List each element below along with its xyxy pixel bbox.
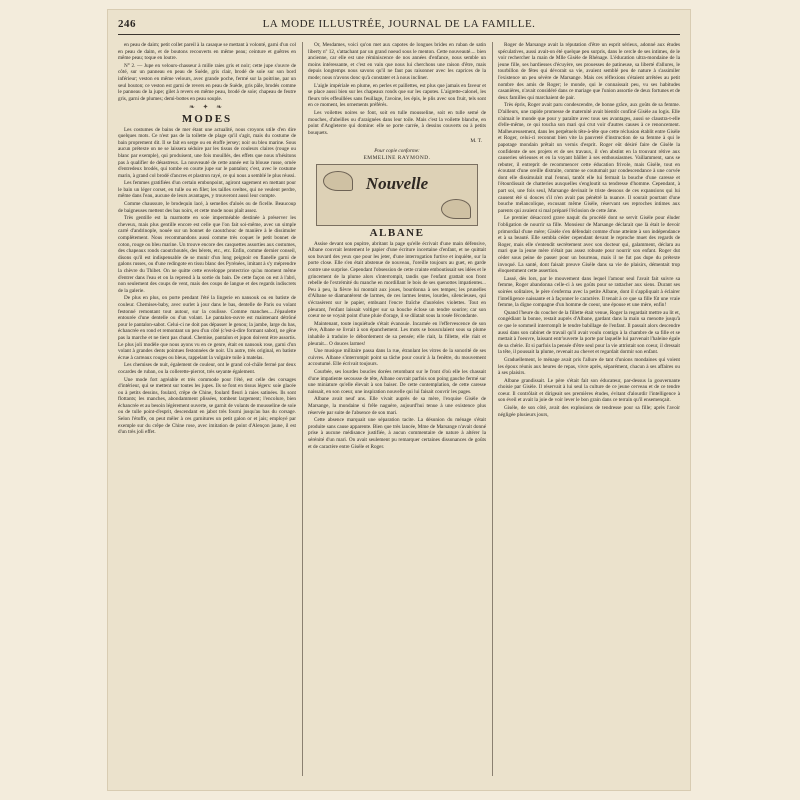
vignette-title: Nouvelle	[365, 174, 429, 194]
paragraph: N° 2. — Jupe en velours-chasseur à mille raies gris et noir; cette jupe s'ouvre de côté, sur un panneau en peau de Suède, gris clair, brodé de soie sur son bord inférieur; veston en même velours, avec grande poche, fermé sur la poitrine, par un seul bouton; ce veston est garni de revers en peau de Suède, gris pâle, brodés comme le panneau de la jupe; gilet à revers en même peau, brodé de soie; chapeau de feutre gris, garni de plumes; demi-bottes en peau souple.	[118, 62, 296, 102]
column-1	[118, 42, 296, 776]
paragraph: Albane avait neuf ans. Elle vivait auprès de sa mère, l'exquise Gisèle de Marsange, la mondaine si frêle naguère, aujourd'hui tenue à une existence plus réservée par suite de l'absence de son mari.	[308, 396, 486, 416]
column-rule	[492, 42, 493, 776]
column-2	[308, 42, 486, 776]
paragraph: Graduellement, le ménage avait pris l'allure de tant d'unions mondaines qui voient les époux réunis aux heures de repas, vivre après, séparément, chacun à ses affaires ou à ses plaisirs.	[498, 356, 680, 377]
paragraph: Comme chaussure, le brodequin lacé, à semelles d'aloès ou de ficelle. Beaucoup de baigneuses mettent des bas noirs, et cette mode nous plaît assez.	[118, 201, 296, 214]
paragraph: Gisèle, de son côté, avait des explosions de tendresse pour sa fille; après l'avoir négligée plusieurs jours,	[498, 405, 680, 418]
paragraph: Les costumes de bains de mer étant une actualité, nous croyons utile d'en dire quelques mots. Ce n'est pas de la toilette de plage qu'il s'agit, mais du costume de bain proprement dit. Il se fait en serge ou en étoffe jersey; noir ou bleu marine. Sous aucun prétexte on ne se laissera séduire par les tissus de couleurs claires (rouge ou blanc par exemple), qui produisent, une fois mouillés, des effets que nous n'hésitons pas à qualifier de désastreux. La nouveauté de cette année est la blouse russe, ornée d'entredeux brodés, qui tombe en courte jupe sur le pantalon; c'est, avec le costume marin, à grand col brodé d'ancres et plastron rayé, ce qui nous a semblé le plus réussi.	[118, 126, 296, 179]
paragraph: Roger de Marsange avait la réputation d'être un esprit sérieux, adonné aux études spéculatives, aussi avait-on été quelque peu surpris, dans le cercle de ses intimes, de le voir rechercher la main de Mlle Gisèle de Rhénage. L'éducation ultra-mondaine de la jeune fille, ses hardiesses d'écuyère, ses prouesses de patineuse, sa liberté d'allures, le tourbillon de fêtes qui dévorait sa vie, avaient semblé peu de nature à s'assimiler l'existence un peu sévère de Marsange. Mais ces réflexions s'étaient arrêtées au petit nombre des amis de Roger; le monde, qui le connaissait peu, vu ses habitudes casanières, n'avait considéré dans ce mariage que l'union assortie de deux fortunes et de deux familles qui marchaient de pair.	[498, 42, 680, 101]
paragraph: Lassé, dès lors, par le mouvement dans lequel l'amour seul l'avait fait suivre sa femme, Roger abandonna celle-ci à ses goûts pour se rattacher aux siens. Durant ses soirées solitaires, le père s'enferma avec la petite Albane, dont il s'appliquait à éclairer l'intelligence naissante et à façonner le caractère. Il tenait à ce que sa fille fût une vraie femme, la digne compagne d'un homme de coeur, une épouse et une mère, enfin!	[498, 275, 680, 309]
section-heading-modes: MODES	[181, 112, 233, 125]
paragraph: Les chemises de nuit, également de couleur, ont le grand col-châle fermé par deux cocardes de ruban, ou la collerette-pierrot, très seyante également.	[118, 362, 296, 375]
copy-conforme: Pour copie conforme:	[374, 147, 420, 154]
paragraph: L'aigle impériale en plume, en perles et paillettes, est plus que jamais en faveur et se place aussi bien sur les chapeaux ronds que sur les capotes. L'aigrette-calonel, les fleurs très effeuillées sans feuillage, l'avoine, les épis, le plis avec son fruit, tels sont en ce moment, les ornements préférés.	[308, 82, 486, 109]
paragraph: Quand l'heure du coucher de la fillette était venue, Roger la regardait mettre au lit et, congédiant la bonne, restait auprès d'Albane, gardant dans la main sa menotte jusqu'à ce que le sommeil interrompît le tendre babillage de l'enfant. Il passait alors descendre aussi dans son cabinet de travail qu'il avait voulu contigu à la chambre de sa fille et se mettait à l'oeuvre, laissant entr'ouverte la porte par laquelle lui parvenait l'haleine égale de sa chérie. Et si parfois la pensée d'être seul pour la vie attristait son coeur, il dressait la tête, il poussait la plume, revenait au chevet et regardait dormir son enfant.	[498, 309, 680, 356]
paragraph: Albane grandissait. Le père s'était fait son éducateur, par-dessus la gouvernante choisie par Gisèle. Il réservait à lui seul la culture de ce jeune cerveau et de ce tendre coeur. Il contrôlait et dirigeait ses premières études, évitant d'alourdir l'intelligence à son éveil et avait la joie de voir lever le bon grain dans ce terrain qu'il ensemençait.	[498, 377, 680, 404]
paragraph: Très gentille est la marmotte en soie imperméable destinée à préserver les cheveux, mais plus gentille encore est celle que l'on fait soi-même, avec un simple carré d'andrinople, nouée sur un bonnet de caoutchouc de manière à le dissimuler complètement. Nous recommandons aussi comme très coquet le petit bonnet de coton, rouge ou bleu marine. Un trouve encore des casquettes assorties aux costumes, des chapeaux ronds caoutchoutés, des bérets, etc., etc. Enfin, comme dernier conseil, disons qu'il est indispensable de se munir d'un long peignoir en flanelle garni de galons russes, ou d'une redingote en tissu blanc des Pyrénées, imitant à s'y méprendre la chèvre du Thibet. On ne quitte cette enveloppe protectrice qu'au moment même d'entrer dans l'eau et on la reprend à la sortie du bain. De cette façon on est à l'abri, non seulement des coups de vent, mais des coups de langue et des regards indiscrets de la galerie.	[118, 215, 296, 294]
column-rule	[302, 42, 303, 776]
paragraph: Une mode fort agréable et très commode pour l'été, est celle des corsages d'intérieur, qui se mettent sur toutes les jupes. Ils se font en tissus légers: soie glacée ou à petits dessins, foulard, crêpe de Chine, foulard fleuri à raies satinées. Ils sont flottants; les manches, abondamment plissées, tombent largement; l'encolure, bien échancrée et au besoin légèrement ouverte, se garnit de volants de mousseline de soie ou de tulle point-d'esprit, descendant en jabot très fourni jusqu'au bas du corsage. Selon l'étoffe, on peut mêler à ces garnitures un petit galon or et jais; employé par exemple sur du crêpe de Chine rose, avec imitation de point d'Alençon jaune, il est d'un très joli effet.	[118, 376, 296, 436]
paragraph: Les voilettes noires se font, soit en tulle mousseline, soit en tulle semé de mouches, d'abeilles ou d'araignées dans leur toile. Mais c'est la voilette blanche, en point d'Angleterre qui domine: elle se porte carrée, à dessins couverts ou à petits bouquets.	[308, 109, 486, 136]
paragraph: Une musique militaire passa dans la rue, étranlant les vitres de la sonorité de ses cuivres. Albane s'interrompit point sa tâche pour courir à la fenêtre, du mouvement accoutumé. Elle écrivait toujours.	[308, 348, 486, 368]
page-header	[118, 16, 680, 35]
author-initials: M. T.	[470, 138, 482, 145]
paragraph: Maintenant, toute inquiétude s'était évanouie. Incarnée en l'effervescence de son rêve, Albane se livrait à son épanchement. Les mots se bousculaient sous sa plume inhabile à traduire le débordement de sa pensée; elle riait, la fillette, elle riait et pleurait... O douces larmes!	[308, 320, 486, 347]
divider-ornament: ❧ ✦ ❧	[188, 103, 226, 112]
paragraph: Or, Mesdames, voici qu'on met aux capotes de longues brides en ruban de satin liberty nº 12, s'attachant par un grand noeud sous le menton. Cette nouveauté.... bien ancienne, car elle est une réminiscence de nos années d'enfance, nous semble un moins intéressante, et c'est en vain que nous lui cherchons une raison d'être, mais depuis longtemps nous savons qu'il ne faut pas raisonner avec les caprices de la mode; nous n'avons donc qu'à constater et à nous incliner.	[308, 42, 486, 81]
leaf-ornament-icon	[441, 199, 471, 219]
paragraph: Le premier désaccord grave naquit du procédé dont se servit Gisèle pour éluder l'obligation de nourrir sa fille. Monsieur de Marsange déclarait que là était le devoir primordial d'une mère; Gisèle s'en défendait comme d'une atteinte à son indépendance et à sa beauté. Elle sembla céder cependant devant le reproche muet des regards de Roger, mais elle s'entendit secrètement avec son docteur qui, galamment, déclara au mari que la jeune mère n'était pas assez robuste pour nourrir son enfant. Roger dut céder sous peine de passer pour un bourreau, mais il ne fut pas dupe du prétexte invoqué. La santé, dont faisait preuve Gisèle dans sa vie de plaisirs, démentait trop éloquemment cette assertion.	[498, 215, 680, 275]
journal-title: LA MODE ILLUSTRÉE, JOURNAL DE LA FAMILLE.	[262, 18, 536, 30]
signature-name: EMMELINE RAYMOND.	[363, 154, 431, 161]
paragraph: Courbée, ses lourdes boucles dorées retombant sur le front d'où elle les chassait d'une impatiente secousse de tête, Albane ouvrait parfois son poing gauche fermé sur une miniature qu'elle élevait à son baiser. De cette contemplation, de cette caresse naissait, en son coeur, une inspiration nouvelle qui lui faisait couvrir les pages.	[308, 368, 486, 395]
column-3	[498, 42, 680, 776]
page-number: 246	[118, 18, 136, 30]
story-title: ALBANE	[369, 227, 425, 240]
paragraph: en peau de daim; petit collet pareil à la casaque se mettant à volonté, garni d'un col en peau de daim, et de boutons recouverts en même peau; ceinture et guêtres en même peau; toque en loutre.	[118, 42, 296, 62]
paragraph: Les femmes gratifiées d'un certain embonpoint, agiront sagement en mettant pour le bain un léger corset, en tulle ou en filet; les tailles sveltes, qui ne veulent perdre, même dans l'eau, aucune de leurs avantages, y trouveront aussi leur compte.	[118, 180, 296, 200]
newspaper-page	[108, 10, 690, 790]
paragraph: Cette absence marquait une séparation tacite. La désunion du ménage s'était produite sans cause apparente. Bien que très lancée, Mme de Marsange n'avait donné prise à aucune médisance justifiée, à aucun commentaire de nature à altérer la sérénité d'un mari. On avait seulement pu remarquer certaines dissonances de goûts et de caractère entre Gisèle et Roger.	[308, 417, 486, 450]
paragraph: Très épris, Roger avait paru condescendre, de bonne grâce, aux goûts de sa femme. D'ailleurs, une rapide promesse de maternité avait bientôt confiné Gisèle au logis. Elle n'aimait le monde que pour y paraître avec tous ses avantages, aussi se claustra-t-elle d'elle-même, ce qui toucha son mari qui crut voir d'autres causes à ce renoncement. Malheureusement, dans les perpétuels tête-à-tête que cette réclusion établit entre Gisèle et Roger, celui-ci reconnut bien vite la pauvreté d'instruction de sa femme à qui le papotage mondain prêtait un vernis d'esprit. Roger eût désiré faire de Gisèle la confidente de ses projets et de ses travaux, il s'en abstint en la trouvant rétive aux causeries sérieuses et en la voyant bâiller à ses enthousiasmes. Vaillamment, sans se rebuter, il entreprit de recommencer cette éducation frivole, mais Gisèle, tout en écoutant d'une oreille distraite, comme se coutumait par condescendance à une corvée dont elle dissimulait mal l'ennui, tantôt elle lui fermait la bouche d'une caresse et l'étourdissait de chatteries auxquelles s'engloutit sa tendresse d'homme. Cependant, à part soi, une fois seul, Marsange devinait le triste dessous de ces expansions qui lui causent été si douces s'il n'en avait pas pénétré la nuance. Il sourait pourtant d'une bouche mélancolique, excusant même Gisèle, réservant ses reproches intimes aux parents qui avaient si mal préparé l'éclosion de cette âme.	[498, 102, 680, 214]
paragraph: De plus en plus, on porte pendant l'été la lingerie en nansouk ou en batiste de couleur. Chemises-baby, avec ourlet à jour dans le bas, dentelle de Paris ou volant festonné remontant tout autour, sur la coulisse. Comme manches.....l'épaulette entourée d'une dentelle ou d'un volant. Le pantalon-ouvre est maintenant détrôné pour le pantalon-sabot. Celui-ci ne doit pas dépasser le genou; la jambe, large du bas, échancrée en rond et remontant un peu d'un côté (c'est-à-dire formant sabot), ne gêne pas la marche et ne tient pas chaud. Chemise, pantalon et jupon doivent être assortis. Le plus joli modèle que nous ayons vu en ce genre, était en nansouk rose, garni d'un volant à grandes dents pointues festonnées de noir. Un autre, très original, en batiste écrue à carreaux rouges ou bleus, rappelant la vulgaire toile à matelas.	[118, 295, 296, 361]
paragraph: Assise devant son pupitre, abritant la page qu'elle écrivait d'une main défensive, Albane couvrait lentement le papier d'une écriture incertaine d'enfant, et ne quittait son buvard des yeux que pour les jeter, d'une interrogation furtive et inquiète, sur la porte close. Elle s'en était abstenue de nouveau, l'oreille toujours au guet, en garde contre une surprise. Cependant l'obsession de cette crainte emboutissait ses idées et le grincement de la plume alors s'interrompit, tandis que l'enfant grattait son front rebelle de l'extrémité du manche en mordillant le bois de ses quenottes impatientes... Peu à peu, la fièvre lui montait aux joues, bourdonna à ses tempes; les prunelles d'Albane se diamantèrent de larmes, de ces larmes lentes, lourdes, silencieuses, qui s'écrasèrent sur le papier, embuant l'encre fraîche d'auréoles violettes. Tout en pleurant, l'enfant laissait voltiger sur sa bouche éclose un tendre sourire; car son coeur ne se voyait point d'une pluie d'orage, il se dilatait sous la rosée fécondante.	[308, 240, 486, 320]
nouvelle-vignette	[316, 164, 478, 226]
